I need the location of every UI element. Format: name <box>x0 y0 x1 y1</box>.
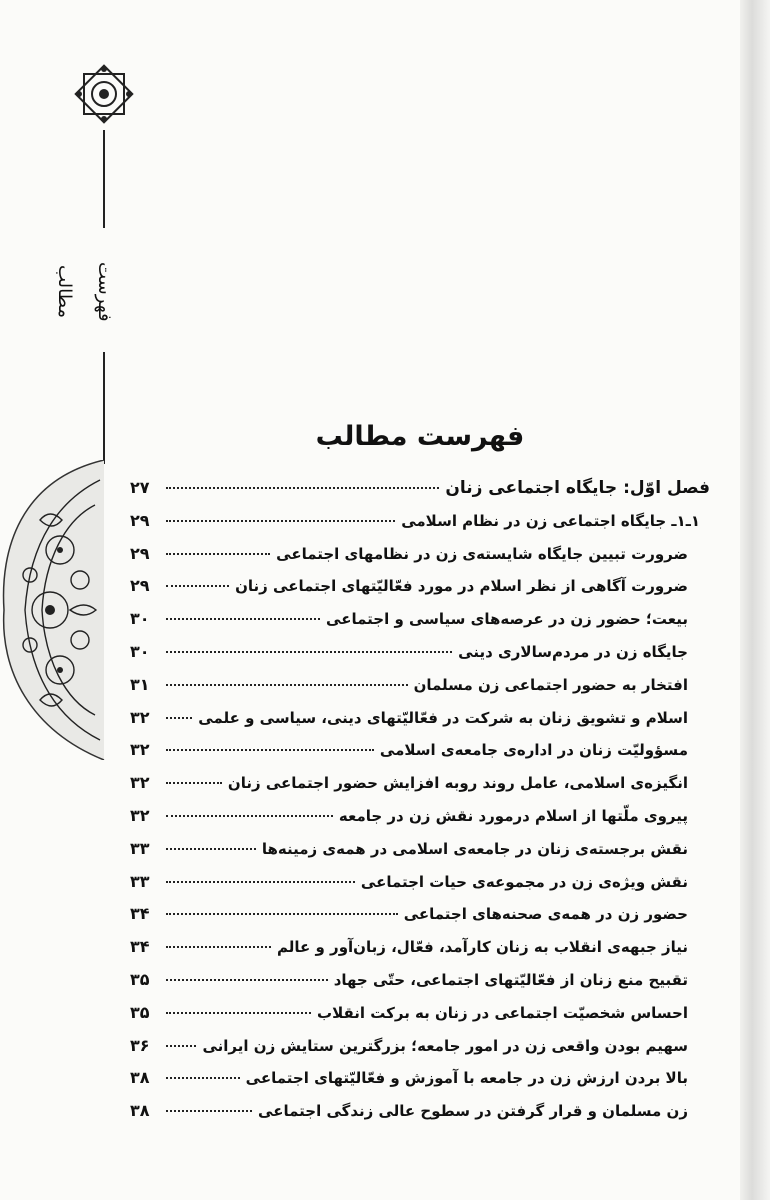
toc-entry-page: ۳۰ <box>130 641 150 661</box>
toc-entry-title: زن مسلمان و قرار گرفتن در سطوح عالی زندگی اجتماعی <box>258 1102 688 1121</box>
toc-entry-page: ۲۹ <box>130 576 150 596</box>
dot-leader <box>166 749 374 751</box>
toc-entry <box>130 609 710 642</box>
toc-entry-title: تقبیح منع زنان از فعّالیّتهای اجتماعی، حتّی جهاد <box>333 970 688 989</box>
toc-entry-page: ۳۱ <box>130 674 150 694</box>
dot-leader <box>166 520 395 522</box>
toc-entry <box>130 1003 710 1036</box>
toc-entry <box>130 511 710 544</box>
toc-entry <box>130 1036 710 1069</box>
toc-entry <box>130 937 710 970</box>
toc-entry-title: اسلام و تشویق زنان به شرکت در فعّالیّتهای دینی، سیاسی و علمی <box>198 708 688 727</box>
toc-entry <box>130 806 710 839</box>
toc-entry-title: نقش برجسته‌ی زنان در جامعه‌ی اسلامی در همه‌ی زمینه‌ها <box>261 839 688 858</box>
toc-entry-page: ۳۰ <box>130 609 150 629</box>
toc-entry-page: ۳۲ <box>130 773 150 793</box>
dot-leader <box>166 651 452 653</box>
toc-entry <box>130 544 710 577</box>
toc-entry-page: ۳۸ <box>130 1068 150 1088</box>
toc-entry-page: ۲۹ <box>130 510 150 530</box>
toc-entry-page: ۳۲ <box>130 740 150 760</box>
toc-entry-title: نیاز جبهه‌ی انقلاب به زنان کارآمد، فعّال، زبان‌آور و عالم <box>277 938 688 957</box>
toc-entry-title: ضرورت آگاهی از نظر اسلام در مورد فعّالیّتهای اجتماعی زنان <box>235 577 688 596</box>
toc-entry <box>130 1101 710 1134</box>
toc-entry <box>130 904 710 937</box>
table-of-contents <box>130 420 710 1134</box>
toc-entry <box>130 872 710 905</box>
dot-leader <box>166 848 256 850</box>
toc-entry-page: ۳۶ <box>130 1035 150 1055</box>
toc-entry-title: فصل اوّل: جایگاه اجتماعی زنان <box>445 478 710 498</box>
toc-entry <box>130 740 710 773</box>
toc-entry <box>130 839 710 872</box>
toc-entry <box>130 478 710 511</box>
toc-entry-page: ۳۴ <box>130 904 150 924</box>
toc-entry-title: نقش ویژه‌ی زن در مجموعه‌ی حیات اجتماعی <box>360 872 688 891</box>
page-title: فهرست مطالب <box>315 421 525 452</box>
dot-leader <box>166 782 222 784</box>
dot-leader <box>166 946 271 948</box>
dot-leader <box>166 717 192 719</box>
toc-entry <box>130 708 710 741</box>
toc-entry-title: بالا بردن ارزش زن در جامعه با آموزش و فعّالیّتهای اجتماعی <box>245 1069 688 1088</box>
toc-entry-title: بیعت؛ حضور زن در عرصه‌های سیاسی و اجتماعی <box>326 610 688 629</box>
margin-rule-bottom <box>103 352 105 464</box>
dot-leader <box>166 553 270 555</box>
toc-entry-page: ۳۳ <box>130 871 150 891</box>
toc-entry-title: ضرورت تبیین جایگاه شایسته‌ی زن در نظامهای اجتماعی <box>276 544 688 563</box>
toc-entry-title: احساس شخصیّت اجتماعی در زنان به برکت انقلاب <box>317 1003 688 1022</box>
toc-entry-title: سهیم بودن واقعی زن در امور جامعه؛ بزرگترین ستایش زن ایرانی <box>202 1036 688 1055</box>
toc-entry-page: ۳۲ <box>130 707 150 727</box>
dot-leader <box>166 815 333 817</box>
toc-entry <box>130 970 710 1003</box>
dot-leader <box>166 1110 252 1112</box>
dot-leader <box>166 487 439 489</box>
page-edge <box>740 0 770 1200</box>
toc-entry-page: ۲۹ <box>130 543 150 563</box>
dot-leader <box>166 1045 196 1047</box>
dot-leader <box>166 1012 311 1014</box>
dot-leader <box>166 979 328 981</box>
toc-entry <box>130 675 710 708</box>
toc-entry-title: ۱ـ۱ـ جایگاه اجتماعی زن در نظام اسلامی <box>401 511 700 530</box>
dot-leader <box>166 1077 240 1079</box>
margin-rule-top <box>103 130 105 228</box>
toc-entry <box>130 1068 710 1101</box>
toc-entry-title: جایگاه زن در مردم‌سالاری دینی <box>458 642 688 661</box>
floral-ornament-icon <box>0 460 120 760</box>
toc-entry-page: ۳۲ <box>130 805 150 825</box>
toc-entry-title: حضور زن در همه‌ی صحنه‌های اجتماعی <box>403 905 688 924</box>
toc-entry-page: ۳۳ <box>130 838 150 858</box>
toc-entry-page: ۳۴ <box>130 937 150 957</box>
toc-entry-title: انگیزه‌ی اسلامی، عامل روند روبه افزایش حضور اجتماعی زنان <box>227 774 688 793</box>
toc-entry-page: ۳۸ <box>130 1101 150 1121</box>
dot-leader <box>166 881 355 883</box>
toc-entry-page: ۳۵ <box>130 969 150 989</box>
dot-leader <box>166 618 320 620</box>
toc-entry-title: مسؤولیّت زنان در اداره‌ی جامعه‌ی اسلامی <box>379 741 688 760</box>
toc-entry <box>130 576 710 609</box>
dot-leader <box>166 913 398 915</box>
toc-entry <box>130 773 710 806</box>
toc-entry-page: ۲۷ <box>130 478 150 497</box>
toc-entry-page: ۳۵ <box>130 1002 150 1022</box>
running-header: فهرست مطالب <box>54 262 115 322</box>
dot-leader <box>166 684 408 686</box>
toc-entry-title: پیروی ملّتها از اسلام درمورد نقش زن در جامعه <box>338 806 688 825</box>
toc-list <box>130 478 710 1134</box>
toc-entry-title: افتخار به حضور اجتماعی زن مسلمان <box>413 675 688 694</box>
dot-leader <box>166 585 229 587</box>
rosette-ornament-icon <box>70 60 138 128</box>
toc-entry <box>130 642 710 675</box>
